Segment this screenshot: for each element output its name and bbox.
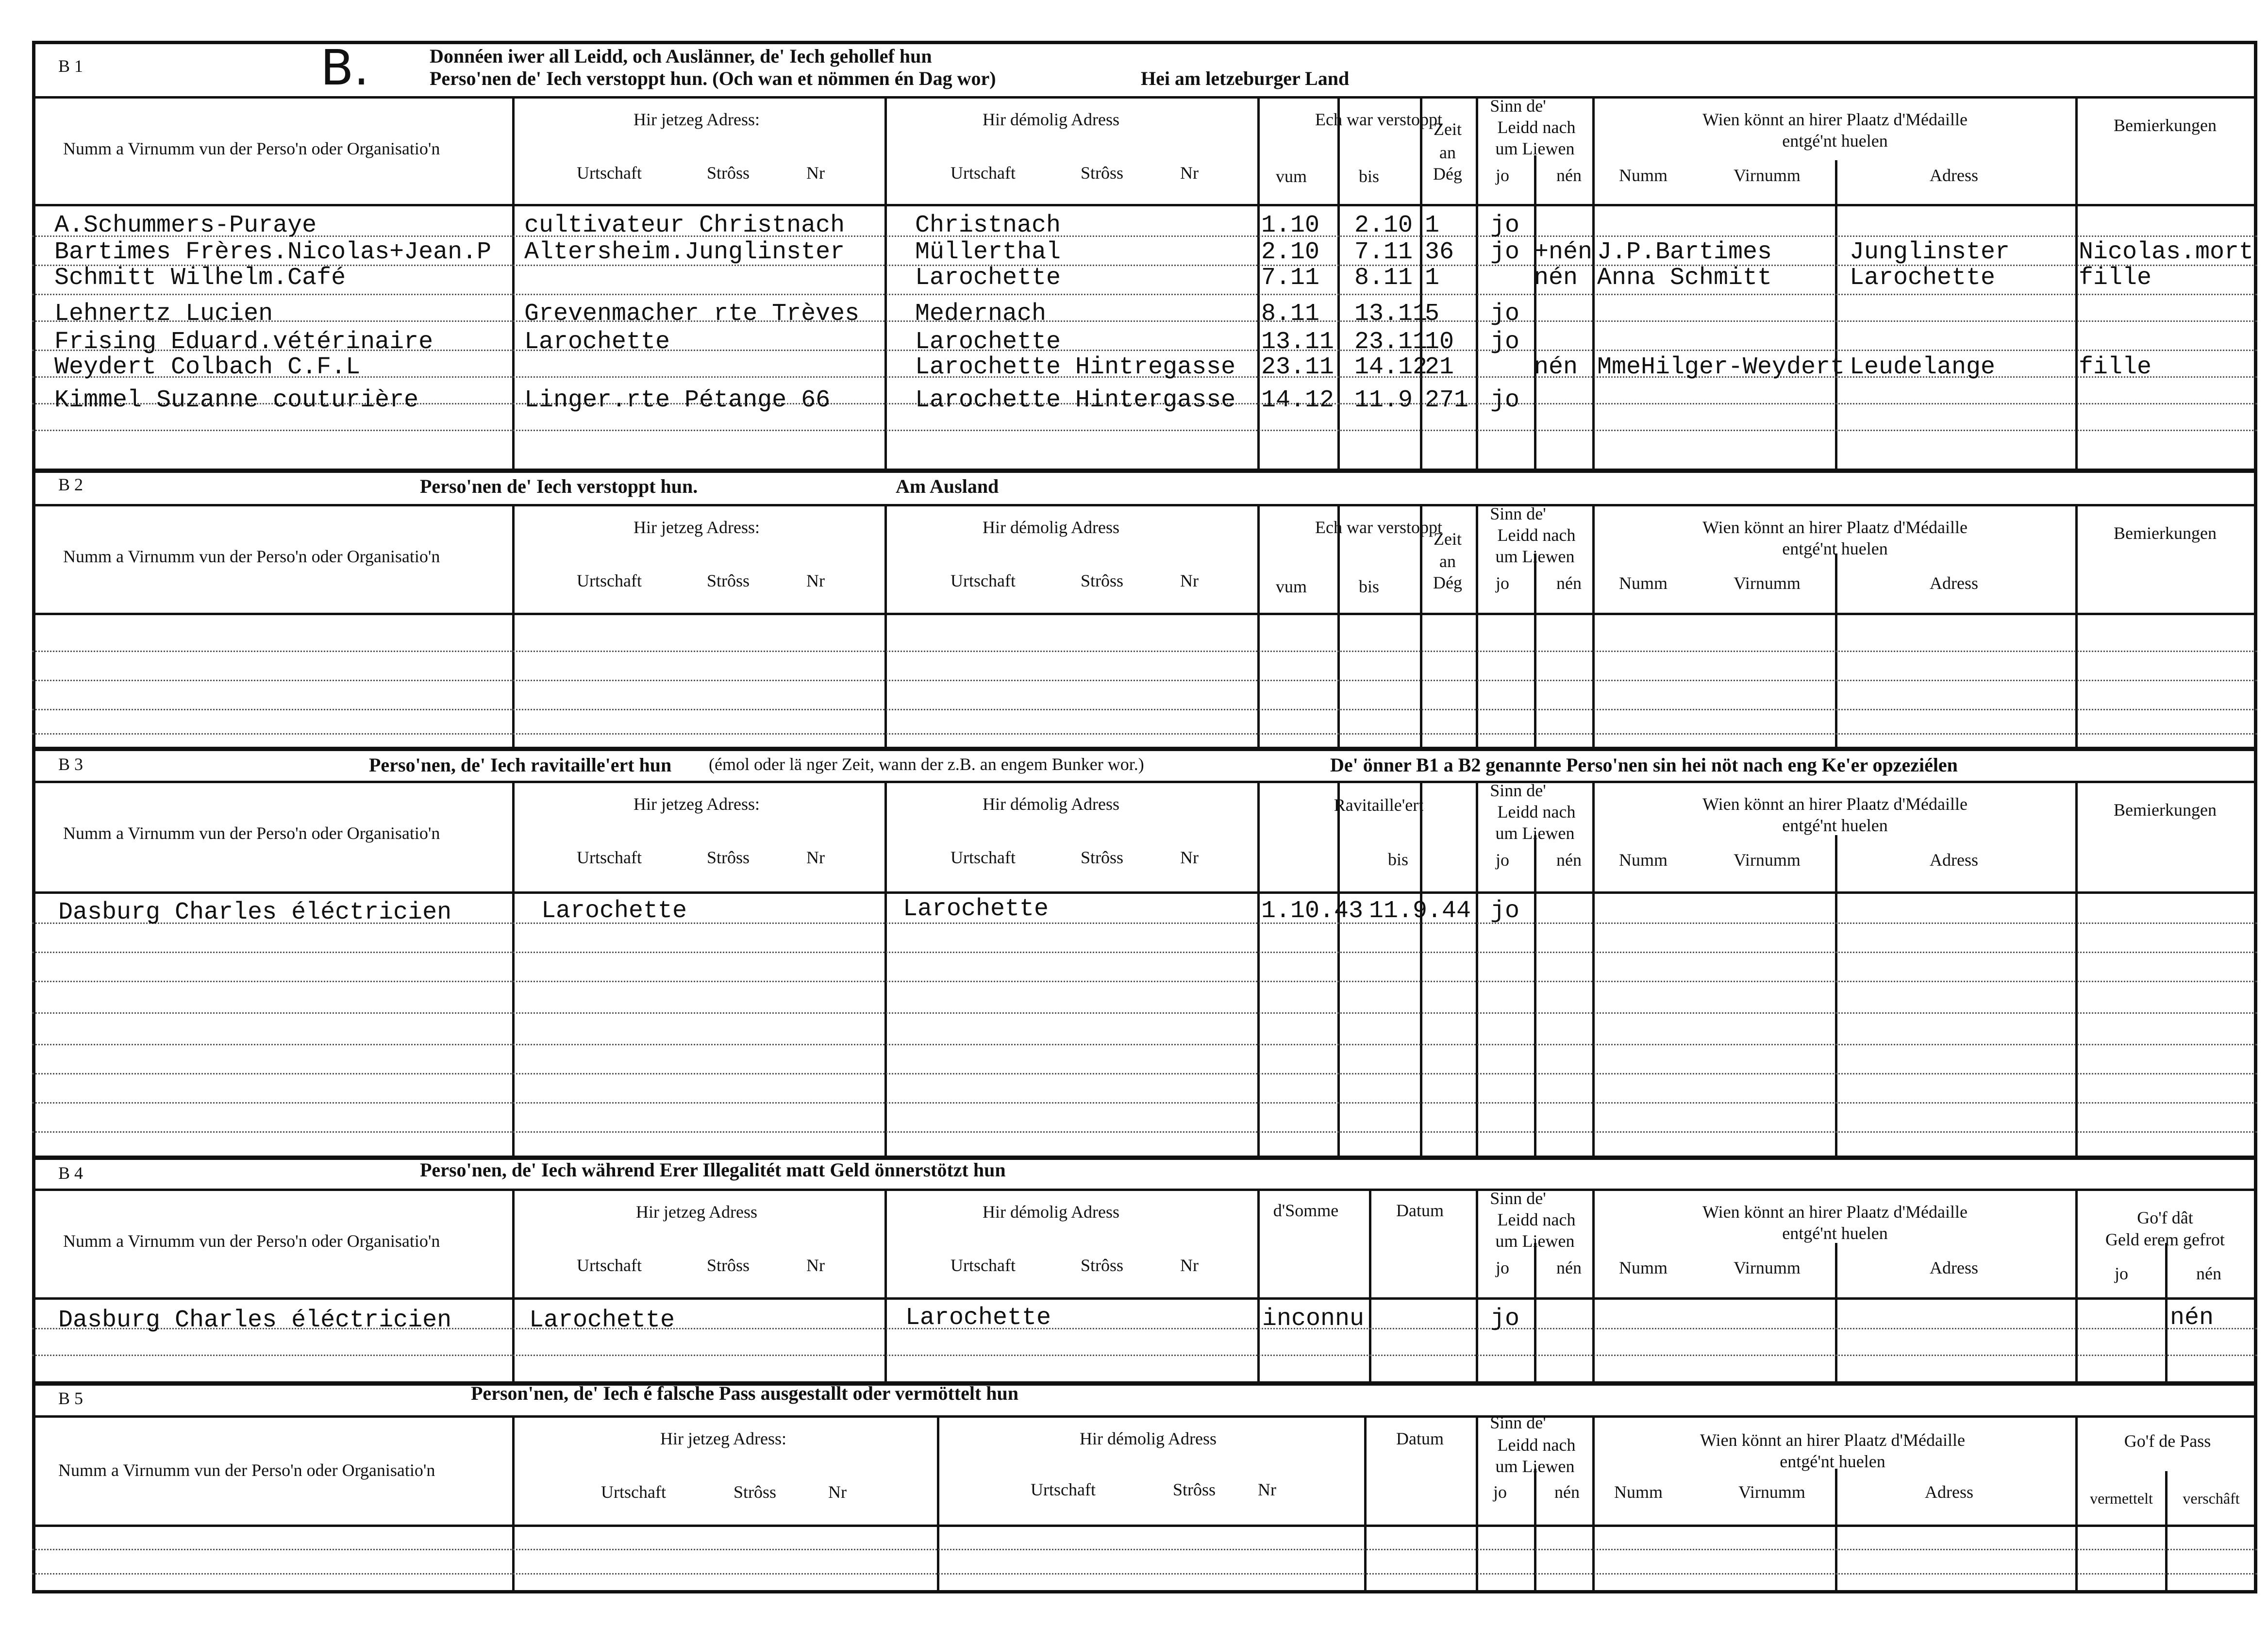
grid-vertical-line xyxy=(1592,96,1595,469)
col-header-nr: Nr xyxy=(1180,163,1199,183)
entry-remarks: fille xyxy=(2079,264,2152,292)
col-header-remarks: Bemierkungen xyxy=(2114,116,2217,135)
col-header-remarks: Bemierkungen xyxy=(2114,523,2217,543)
col-header-days: Dég xyxy=(1433,573,1462,592)
col-header-nr: Nr xyxy=(806,163,825,183)
grid-vertical-line xyxy=(1476,1189,1478,1381)
col-header-date: Datum xyxy=(1396,1429,1444,1448)
col-header-name: Numm a Virnumm vun der Perso'n oder Organisatio'n xyxy=(63,139,440,158)
entry-hidden-from: 8.11 xyxy=(1261,300,1320,328)
grid-horizontal-line xyxy=(32,504,2257,506)
entry-name: Dasburg Charles éléctricien xyxy=(58,899,452,926)
section-divider xyxy=(32,1381,2257,1386)
entry-hidden-from: 14.12 xyxy=(1261,386,1334,414)
entry-former-address: Larochette Hintregasse xyxy=(915,353,1236,381)
col-header-medal-firstname: Virnumm xyxy=(1738,1482,1805,1502)
grid-horizontal-line xyxy=(32,781,2257,783)
grid-horizontal-line xyxy=(32,204,2257,206)
entry-name: Kimmel Suzanne couturière xyxy=(54,386,419,414)
col-header-alive: Sinn de' xyxy=(1490,504,1546,523)
col-header-medal-address: Adress xyxy=(1930,1258,1978,1277)
col-header-to: bis xyxy=(1358,577,1380,596)
col-header-urtschaft: Urtschaft xyxy=(577,848,642,867)
col-header-current-address: Hir jetzeg Adress: xyxy=(634,110,760,129)
col-header-hidden: Ech war verstoppt xyxy=(1315,110,1442,129)
col-header-nr: Nr xyxy=(828,1482,847,1502)
col-header-urtschaft: Urtschaft xyxy=(577,163,642,183)
col-header-from: vum xyxy=(1275,167,1307,186)
col-header-alive: Sinn de' xyxy=(1490,96,1546,116)
entry-hidden-from: 7.11 xyxy=(1261,264,1320,292)
entry-name: Dasburg Charles éléctricien xyxy=(58,1307,452,1334)
entry-name: Bartimes Frères.Nicolas+Jean.P xyxy=(54,238,492,266)
entry-current-address: Grevenmacher rte Trèves xyxy=(524,300,860,328)
entry-alive-no: +nén xyxy=(1534,238,1593,266)
dotted-row-line xyxy=(32,430,2257,431)
col-header-medal-name: Numm xyxy=(1614,1482,1663,1502)
col-header-nr: Nr xyxy=(1180,571,1199,590)
col-header-medal: Wien könnt an hirer Plaatz d'Médaille xyxy=(1702,110,1968,129)
col-header-no: nén xyxy=(1556,573,1582,593)
entry-current-address: Larochette xyxy=(524,328,670,356)
col-header-supplied: Ravitaille'ert xyxy=(1334,795,1424,815)
col-header-yes: jo xyxy=(1493,1482,1507,1502)
grid-vertical-line xyxy=(1364,1415,1367,1593)
col-header-medal-address: Adress xyxy=(1925,1482,1973,1502)
col-header-alive: Leidd nach xyxy=(1497,1435,1576,1455)
col-header-name: Numm a Virnumm vun der Perso'n oder Organisatio'n xyxy=(63,547,440,566)
grid-vertical-line xyxy=(1369,1189,1371,1381)
col-header-alive: Leidd nach xyxy=(1497,802,1576,821)
col-header-medal-name: Numm xyxy=(1618,573,1668,593)
grid-vertical-line xyxy=(1476,1415,1478,1593)
entry-hidden-to: 7.11 xyxy=(1354,238,1413,266)
dotted-row-line xyxy=(32,320,2257,322)
grid-vertical-line xyxy=(1835,1243,1837,1381)
col-header-stross: Strôss xyxy=(1172,1480,1216,1499)
dotted-row-line xyxy=(32,952,2257,953)
grid-vertical-line xyxy=(884,781,887,1156)
entry-amount: inconnu xyxy=(1262,1305,1365,1333)
entry-hidden-from: 23.11 xyxy=(1261,353,1334,381)
grid-vertical-line xyxy=(1534,1243,1536,1381)
col-header-alive: um Liewen xyxy=(1495,1231,1575,1251)
dotted-row-line xyxy=(32,733,2257,735)
entry-former-address: Larochette xyxy=(905,1304,1051,1332)
col-header-medal-address: Adress xyxy=(1930,166,1978,185)
grid-vertical-line xyxy=(1592,1189,1595,1381)
col-header-to: bis xyxy=(1358,167,1380,186)
grid-vertical-line xyxy=(1534,1469,1536,1593)
entry-current-address: Larochette xyxy=(541,897,687,925)
entry-days: 10 xyxy=(1425,328,1454,356)
col-header-nr: Nr xyxy=(1258,1480,1276,1499)
entry-days: 1 xyxy=(1425,264,1440,292)
col-header-former-address: Hir démolig Adress xyxy=(983,1202,1119,1222)
entry-alive-yes: jo xyxy=(1490,386,1520,414)
grid-vertical-line xyxy=(1534,835,1536,1156)
dotted-row-line xyxy=(32,1355,2257,1356)
grid-vertical-line xyxy=(2075,1415,2078,1593)
grid-horizontal-line xyxy=(32,96,2257,99)
grid-vertical-line xyxy=(1337,781,1340,1156)
col-header-medal: Wien könnt an hirer Plaatz d'Médaille xyxy=(1702,1202,1968,1222)
entry-remarks: Nicolas.mort xyxy=(2079,238,2254,266)
grid-vertical-line xyxy=(1835,1469,1837,1593)
col-header-medal-firstname: Virnumm xyxy=(1734,573,1801,593)
col-header-former-address: Hir démolig Adress xyxy=(1080,1429,1217,1448)
col-header-remarks: Bemierkungen xyxy=(2114,800,2217,820)
dotted-row-line xyxy=(32,1073,2257,1074)
section-heading-b5: Person'nen, de' Iech é falsche Pass ausgestallt oder vermöttelt hun xyxy=(471,1382,1019,1404)
grid-vertical-line xyxy=(1476,781,1478,1156)
col-header-medal-name: Numm xyxy=(1618,850,1668,870)
dotted-row-line xyxy=(32,981,2257,982)
entry-days: 5 xyxy=(1425,300,1440,328)
grid-vertical-line xyxy=(1592,504,1595,747)
grid-vertical-line xyxy=(937,1415,939,1593)
col-header-alive: um Liewen xyxy=(1495,823,1575,843)
col-header-yes: jo xyxy=(1495,850,1510,870)
col-header-money-returned: Geld erem gefrot xyxy=(2105,1230,2225,1249)
col-header-pass-provided: vermettelt xyxy=(2090,1490,2153,1507)
col-header-stross: Strôss xyxy=(1080,848,1124,867)
col-header-yes: jo xyxy=(1495,573,1510,593)
col-header-stross: Strôss xyxy=(706,163,750,183)
entry-hidden-from: 1.10 xyxy=(1261,212,1320,239)
grid-vertical-line xyxy=(1835,835,1837,1156)
col-header-name: Numm a Virnumm vun der Perso'n oder Organisatio'n xyxy=(63,1231,440,1251)
col-header-to: bis xyxy=(1387,850,1409,869)
entry-name: Frising Eduard.vétérinaire xyxy=(54,328,434,356)
section-divider xyxy=(32,747,2257,751)
entry-money-no: nén xyxy=(2170,1304,2214,1332)
col-header-urtschaft: Urtschaft xyxy=(577,571,642,590)
entry-name: Schmitt Wilhelm.Café xyxy=(54,264,346,292)
entry-days: 21 xyxy=(1425,353,1454,381)
entry-alive-yes: jo xyxy=(1490,300,1520,328)
entry-former-address: Larochette Hintergasse xyxy=(915,386,1236,414)
col-header-alive: Sinn de' xyxy=(1490,1189,1546,1208)
section-divider xyxy=(32,469,2257,473)
col-header-no: nén xyxy=(1554,1482,1580,1502)
grid-vertical-line xyxy=(1257,504,1260,747)
dotted-row-line xyxy=(32,709,2257,710)
dotted-row-line xyxy=(32,1131,2257,1133)
col-header-current-address: Hir jetzeg Adress: xyxy=(634,794,760,814)
col-header-days: an xyxy=(1439,552,1456,571)
col-header-urtschaft: Urtschaft xyxy=(951,571,1016,590)
entry-medal-name: MmeHilger-Weydert xyxy=(1597,353,1845,381)
col-header-stross: Strôss xyxy=(706,571,750,590)
col-header-medal-firstname: Virnumm xyxy=(1734,850,1801,870)
col-header-current-address: Hir jetzeg Adress: xyxy=(634,518,760,537)
section-subheading-land: Hei am letzeburger Land xyxy=(1141,67,1350,89)
section-code-b3: B 3 xyxy=(58,754,83,774)
form-letter: B. xyxy=(320,39,369,96)
entry-days: 1 xyxy=(1425,212,1440,239)
col-header-days: Zeit xyxy=(1434,529,1462,549)
col-header-medal-name: Numm xyxy=(1618,166,1668,185)
entry-name: Weydert Colbach C.F.L xyxy=(54,353,361,381)
col-header-medal-name: Numm xyxy=(1618,1258,1668,1277)
grid-vertical-line xyxy=(1592,781,1595,1156)
col-header-medal: entgé'nt huelen xyxy=(1782,816,1888,835)
col-header-urtschaft: Urtschaft xyxy=(577,1256,642,1275)
col-header-alive: Leidd nach xyxy=(1497,1210,1576,1229)
entry-alive-yes: jo xyxy=(1490,1305,1520,1333)
col-header-alive: um Liewen xyxy=(1495,1457,1575,1476)
col-header-medal: Wien könnt an hirer Plaatz d'Médaille xyxy=(1700,1430,1965,1450)
entry-former-address: Larochette xyxy=(915,328,1061,356)
grid-vertical-line xyxy=(1257,1189,1260,1381)
col-header-no: nén xyxy=(1556,850,1582,870)
col-header-no: nén xyxy=(1556,166,1582,185)
grid-vertical-line xyxy=(1835,160,1837,469)
grid-vertical-line xyxy=(1835,553,1837,747)
entry-alive-no: nén xyxy=(1534,353,1578,381)
col-header-medal: entgé'nt huelen xyxy=(1780,1452,1885,1471)
grid-vertical-line xyxy=(1592,1415,1595,1593)
grid-vertical-line xyxy=(1420,781,1422,1156)
col-header-pass-procured: verschâft xyxy=(2183,1490,2240,1507)
dotted-row-line xyxy=(32,1044,2257,1045)
col-header-alive: Leidd nach xyxy=(1497,117,1576,137)
grid-vertical-line xyxy=(1337,504,1340,747)
entry-days: 36 xyxy=(1425,238,1454,266)
entry-current-address: Linger.rte Pétange 66 xyxy=(524,386,831,414)
grid-horizontal-line xyxy=(32,1189,2257,1191)
col-header-former-address: Hir démolig Adress xyxy=(983,110,1119,129)
entry-hidden-to: 2.10 xyxy=(1354,212,1413,239)
col-header-stross: Strôss xyxy=(1080,1256,1124,1275)
entry-remarks: fille xyxy=(2079,353,2152,381)
col-header-urtschaft: Urtschaft xyxy=(601,1482,666,1502)
entry-former-address: Larochette xyxy=(915,264,1061,292)
entry-name: A.Schummers-Puraye xyxy=(54,212,317,239)
col-header-urtschaft: Urtschaft xyxy=(951,848,1016,867)
col-header-days: Dég xyxy=(1433,164,1462,184)
entry-former-address: Müllerthal xyxy=(915,238,1061,266)
col-header-nr: Nr xyxy=(806,1256,825,1275)
grid-vertical-line xyxy=(512,1189,515,1381)
col-header-name: Numm a Virnumm vun der Perso'n oder Organisatio'n xyxy=(58,1460,435,1480)
col-header-former-address: Hir démolig Adress xyxy=(983,518,1119,537)
entry-alive-yes: jo xyxy=(1490,238,1520,266)
col-header-alive: Leidd nach xyxy=(1497,525,1576,545)
grid-horizontal-line xyxy=(32,891,2257,894)
section-subheading-b1: Perso'nen de' Iech verstoppt hun. (Och wan et nömmen én Dag wor) xyxy=(430,67,996,89)
grid-vertical-line xyxy=(884,504,887,747)
col-header-former-address: Hir démolig Adress xyxy=(983,794,1119,814)
entry-current-address: cultivateur Christnach xyxy=(524,212,845,239)
grid-vertical-line xyxy=(2075,96,2078,469)
section-heading-b3-note: (émol oder lä nger Zeit, wann der z.B. an engem Bunker wor.) xyxy=(709,754,1144,774)
dotted-row-line xyxy=(32,1549,2257,1550)
grid-horizontal-line xyxy=(32,1415,2257,1418)
grid-vertical-line xyxy=(1257,781,1260,1156)
grid-vertical-line xyxy=(2165,1471,2168,1593)
grid-vertical-line xyxy=(1534,155,1536,469)
col-header-days: Zeit xyxy=(1434,119,1462,139)
col-header-medal: entgé'nt huelen xyxy=(1782,131,1888,151)
col-header-urtschaft: Urtschaft xyxy=(951,1256,1016,1275)
col-header-stross: Strôss xyxy=(706,848,750,867)
entry-former-address: Medernach xyxy=(915,300,1047,328)
grid-vertical-line xyxy=(2075,504,2078,747)
col-header-medal: Wien könnt an hirer Plaatz d'Médaille xyxy=(1702,794,1968,814)
entry-hidden-to: 13.11 xyxy=(1354,300,1428,328)
section-heading-abroad: Am Ausland xyxy=(896,475,999,497)
grid-horizontal-line xyxy=(32,1525,2257,1527)
section-code-b5: B 5 xyxy=(58,1389,83,1408)
col-header-yes: jo xyxy=(2114,1264,2129,1283)
grid-vertical-line xyxy=(512,96,515,469)
section-heading-b2: Perso'nen de' Iech verstoppt hun. xyxy=(420,475,698,497)
grid-vertical-line xyxy=(1476,96,1478,469)
col-header-nr: Nr xyxy=(806,571,825,590)
entry-hidden-to: 23.11 xyxy=(1354,328,1428,356)
col-header-urtschaft: Urtschaft xyxy=(951,163,1016,183)
dotted-row-line xyxy=(32,235,2257,237)
entry-supplied-to: 11.9.44 xyxy=(1369,897,1471,925)
col-header-medal-firstname: Virnumm xyxy=(1734,166,1801,185)
col-header-medal-address: Adress xyxy=(1930,573,1978,593)
col-header-alive: Sinn de' xyxy=(1490,1413,1546,1432)
grid-vertical-line xyxy=(1476,504,1478,747)
col-header-medal-firstname: Virnumm xyxy=(1734,1258,1801,1277)
col-header-no: nén xyxy=(2196,1264,2221,1283)
col-header-days: an xyxy=(1439,143,1456,162)
section-code-b1: B 1 xyxy=(58,56,83,76)
col-header-nr: Nr xyxy=(1180,1256,1199,1275)
col-header-alive: um Liewen xyxy=(1495,547,1575,566)
grid-vertical-line xyxy=(2165,1243,2168,1381)
col-header-stross: Strôss xyxy=(706,1256,750,1275)
col-header-amount: d'Somme xyxy=(1273,1201,1339,1220)
col-header-pass: Go'f de Pass xyxy=(2124,1431,2211,1451)
col-header-yes: jo xyxy=(1495,1258,1510,1277)
grid-horizontal-line xyxy=(32,613,2257,615)
dotted-row-line xyxy=(32,1102,2257,1104)
grid-horizontal-line xyxy=(32,1297,2257,1300)
col-header-stross: Strôss xyxy=(1080,571,1124,590)
col-header-money-returned: Go'f dât xyxy=(2137,1208,2193,1227)
section-heading-b3-instruction: De' önner B1 a B2 genannte Perso'nen sin hei nöt nach eng Ke'er opzeziélen xyxy=(1330,754,1958,776)
col-header-medal: entgé'nt huelen xyxy=(1782,1224,1888,1243)
section-code-b2: B 2 xyxy=(58,475,83,494)
entry-alive-yes: jo xyxy=(1490,212,1520,239)
entry-former-address: Christnach xyxy=(915,212,1061,239)
grid-vertical-line xyxy=(1420,504,1422,747)
entry-medal-address: Leudelange xyxy=(1850,353,1996,381)
section-code-b4: B 4 xyxy=(58,1163,83,1183)
entry-hidden-to: 11.9 xyxy=(1354,386,1413,414)
entry-alive-yes: jo xyxy=(1490,897,1520,925)
entry-medal-address: Larochette xyxy=(1850,264,1996,292)
entry-alive-yes: jo xyxy=(1490,328,1520,356)
col-header-medal: entgé'nt huelen xyxy=(1782,539,1888,558)
col-header-current-address: Hir jetzeg Adress xyxy=(636,1202,757,1222)
col-header-nr: Nr xyxy=(1180,848,1199,867)
col-header-urtschaft: Urtschaft xyxy=(1031,1480,1096,1499)
entry-hidden-from: 2.10 xyxy=(1261,238,1320,266)
col-header-date: Datum xyxy=(1396,1201,1444,1220)
col-header-hidden: Ech war verstoppt xyxy=(1315,518,1442,537)
entry-hidden-from: 13.11 xyxy=(1261,328,1334,356)
col-header-current-address: Hir jetzeg Adress: xyxy=(660,1429,786,1448)
col-header-stross: Strôss xyxy=(733,1482,777,1502)
entry-medal-name: J.P.Bartimes xyxy=(1597,238,1772,266)
grid-vertical-line xyxy=(1534,553,1536,747)
grid-vertical-line xyxy=(884,96,887,469)
grid-vertical-line xyxy=(1257,96,1260,469)
entry-alive-no: nén xyxy=(1534,264,1578,292)
col-header-medal-address: Adress xyxy=(1930,850,1978,870)
grid-vertical-line xyxy=(512,781,515,1156)
col-header-stross: Strôss xyxy=(1080,163,1124,183)
entry-current-address: Larochette xyxy=(529,1307,675,1334)
entry-current-address: Altersheim.Junglinster xyxy=(524,238,845,266)
col-header-yes: jo xyxy=(1495,166,1510,185)
grid-vertical-line xyxy=(2075,1189,2078,1381)
grid-vertical-line xyxy=(512,1415,515,1593)
entry-former-address: Larochette xyxy=(903,895,1049,923)
section-heading-b3: Perso'nen, de' Iech ravitaille'ert hun xyxy=(369,754,672,776)
col-header-nr: Nr xyxy=(806,848,825,867)
dotted-row-line xyxy=(32,680,2257,681)
grid-vertical-line xyxy=(1420,96,1422,469)
dotted-row-line xyxy=(32,1573,2257,1575)
grid-vertical-line xyxy=(1337,155,1340,469)
entry-hidden-to: 8.11 xyxy=(1354,264,1413,292)
col-header-alive: Sinn de' xyxy=(1490,781,1546,800)
entry-days: 271 xyxy=(1425,386,1469,414)
grid-vertical-line xyxy=(2075,781,2078,1156)
entry-name: Lehnertz Lucien xyxy=(54,300,273,328)
dotted-row-line xyxy=(32,294,2257,295)
col-header-alive: um Liewen xyxy=(1495,139,1575,158)
section-heading-b1: Donnéen iwer all Leidd, och Auslänner, de' Iech gehollef hun xyxy=(430,45,932,67)
grid-vertical-line xyxy=(512,504,515,747)
col-header-name: Numm a Virnumm vun der Perso'n oder Organisatio'n xyxy=(63,823,440,843)
grid-vertical-line xyxy=(884,1189,887,1381)
section-heading-b4: Perso'nen, de' Iech während Erer Illegalitét matt Geld önnerstötzt hun xyxy=(420,1159,1006,1181)
dotted-row-line xyxy=(32,651,2257,652)
col-header-from: vum xyxy=(1275,577,1307,596)
col-header-medal: Wien könnt an hirer Plaatz d'Médaille xyxy=(1702,518,1968,537)
dotted-row-line xyxy=(32,1012,2257,1014)
entry-hidden-to: 14.12 xyxy=(1354,353,1428,381)
col-header-no: nén xyxy=(1556,1258,1582,1277)
section-divider xyxy=(32,1156,2257,1160)
entry-medal-name: Anna Schmitt xyxy=(1597,264,1772,292)
entry-medal-address: Junglinster xyxy=(1850,238,2010,266)
entry-supplied-from: 1.10.43 xyxy=(1261,897,1364,925)
